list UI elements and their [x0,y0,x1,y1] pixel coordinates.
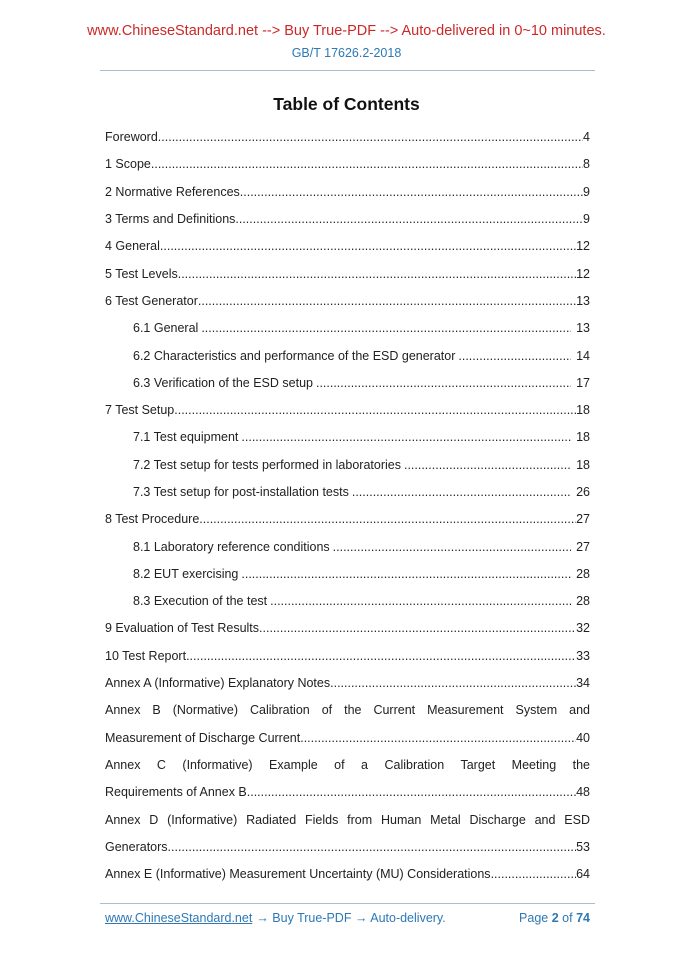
toc-page-number: 18 [576,430,590,445]
dot-leader [352,479,571,506]
toc-page-number: 8 [583,157,590,172]
page-title: Table of Contents [273,94,420,115]
dot-leader [151,151,583,178]
toc-entry-label: 9 Evaluation of Test Results [105,621,260,636]
toc-page-number: 28 [576,566,590,581]
footer-site-link[interactable]: www.ChineseStandard.net [105,911,253,926]
toc-page-number: 26 [576,484,590,499]
table-of-contents [105,124,590,888]
toc-page-number: 13 [576,293,590,308]
of-label: of [562,911,573,926]
toc-entry [105,179,590,206]
toc-entry-label: 6.3 Verification of the ESD setup [133,375,313,390]
toc-entry-label: 5 Test Levels [105,266,178,281]
footer-links [105,911,446,925]
standard-code: GB/T 17626.2-2018 [291,46,402,61]
dot-leader [178,261,576,288]
dot-leader [241,561,571,588]
dot-leader [174,397,576,424]
toc-entry-label: Measurement of Discharge Current [105,730,301,745]
toc-entry-label: Requirements of Annex B [105,785,247,800]
toc-entry-label: 7 Test Setup [105,403,175,418]
toc-page-number: 13 [576,321,590,336]
toc-entry [105,534,590,561]
toc-page-number: 9 [583,184,590,199]
total-pages-number: 74 [576,911,590,926]
toc-entry-first-line: Annex C (Informative) Example of a Calibration Target Meeting the [105,757,590,772]
toc-entry [105,643,590,670]
toc-page-number: 28 [576,594,590,609]
toc-page-number: 14 [576,348,590,363]
dot-leader [247,779,576,806]
toc-page-number: 53 [576,839,590,854]
toc-page-number: 17 [576,375,590,390]
toc-entry-label: 8 Test Procedure [105,512,200,527]
toc-entry-label: Annex E (Informative) Measurement Uncertainty (MU) Considerations [105,867,491,882]
dot-leader [300,725,576,752]
toc-entry-label: Annex A (Informative) Explanatory Notes [105,676,331,691]
toc-entry [105,506,590,533]
toc-entry [105,397,590,424]
toc-entry [105,452,590,479]
toc-entry-label: 6.1 General [133,321,199,336]
toc-entry [105,343,590,370]
dot-leader [404,452,571,479]
toc-entry-label: 8.3 Execution of the test [133,594,268,609]
toc-entry-label: 7.3 Test setup for post-installation tests [133,484,349,499]
toc-entry-label: 6.2 Characteristics and performance of the ESD generator [133,348,456,363]
toc-entry [105,288,590,315]
toc-page-number: 9 [583,212,590,227]
toc-page-number: 40 [576,730,590,745]
dot-leader [333,534,571,561]
toc-entry-label: 1 Scope [105,157,151,172]
dot-leader [186,643,576,670]
toc-entry-label: 8.2 EUT exercising [133,566,239,581]
toc-entry-label: 6 Test Generator [105,293,198,308]
toc-entry [105,588,590,615]
toc-entry [105,670,590,697]
toc-entry [105,151,590,178]
toc-entry [105,615,590,642]
toc-page-number: 18 [576,403,590,418]
header-divider [100,70,595,71]
toc-page-number: 32 [576,621,590,636]
dot-leader [330,670,576,697]
toc-entry [105,861,590,888]
dot-leader [491,861,577,888]
page-label: Page [519,911,549,926]
toc-entry-label: Foreword [105,130,158,145]
toc-entry [105,725,590,752]
toc-entry [105,561,590,588]
toc-page-number: 27 [576,512,590,527]
dot-leader [168,834,577,861]
toc-page-number: 12 [576,266,590,281]
toc-entry [105,370,590,397]
dot-leader [240,179,583,206]
dot-leader [158,124,583,151]
toc-entry-label: 7.1 Test equipment [133,430,239,445]
promo-banner: www.ChineseStandard.net --> Buy True-PDF --> Auto-delivered in 0~10 minutes. [87,23,606,39]
toc-page-number: 34 [576,676,590,691]
dot-leader [241,424,571,451]
dot-leader [270,588,571,615]
dot-leader [160,233,576,260]
footer-divider [100,903,595,904]
toc-entry [105,233,590,260]
toc-entry-label: 8.1 Laboratory reference conditions [133,539,330,554]
toc-entry [105,779,590,806]
dot-leader [235,206,583,233]
page-footer [105,911,590,925]
dot-leader [259,615,576,642]
toc-page-number: 4 [583,130,590,145]
toc-entry-label: 4 General [105,239,160,254]
toc-page-number: 33 [576,648,590,663]
current-page-number: 2 [551,911,559,926]
toc-entry [105,261,590,288]
toc-entry-label: Generators [105,839,168,854]
dot-leader [199,506,576,533]
toc-page-number: 18 [576,457,590,472]
toc-entry-label: 2 Normative References [105,184,240,199]
toc-entry-label: 10 Test Report [105,648,187,663]
toc-entry [105,834,590,861]
toc-entry [105,315,590,342]
toc-entry-first-line: Annex D (Informative) Radiated Fields from Human Metal Discharge and ESD [105,812,590,827]
toc-page-number: 64 [576,867,590,882]
toc-entry [105,424,590,451]
toc-entry [105,479,590,506]
toc-entry-label: 3 Terms and Definitions [105,212,236,227]
page-indicator [519,911,590,925]
dot-leader [201,315,571,342]
toc-page-number: 12 [576,239,590,254]
toc-entry [105,124,590,151]
toc-entry-label: 7.2 Test setup for tests performed in laboratories [133,457,401,472]
footer-tagline: → Buy True-PDF → Auto-delivery. [256,911,446,926]
toc-page-number: 27 [576,539,590,554]
toc-entry [105,206,590,233]
toc-entry-first-line: Annex B (Normative) Calibration of the Current Measurement System and [105,703,590,718]
dot-leader [458,343,571,370]
dot-leader [198,288,576,315]
toc-page-number: 48 [576,785,590,800]
dot-leader [316,370,571,397]
